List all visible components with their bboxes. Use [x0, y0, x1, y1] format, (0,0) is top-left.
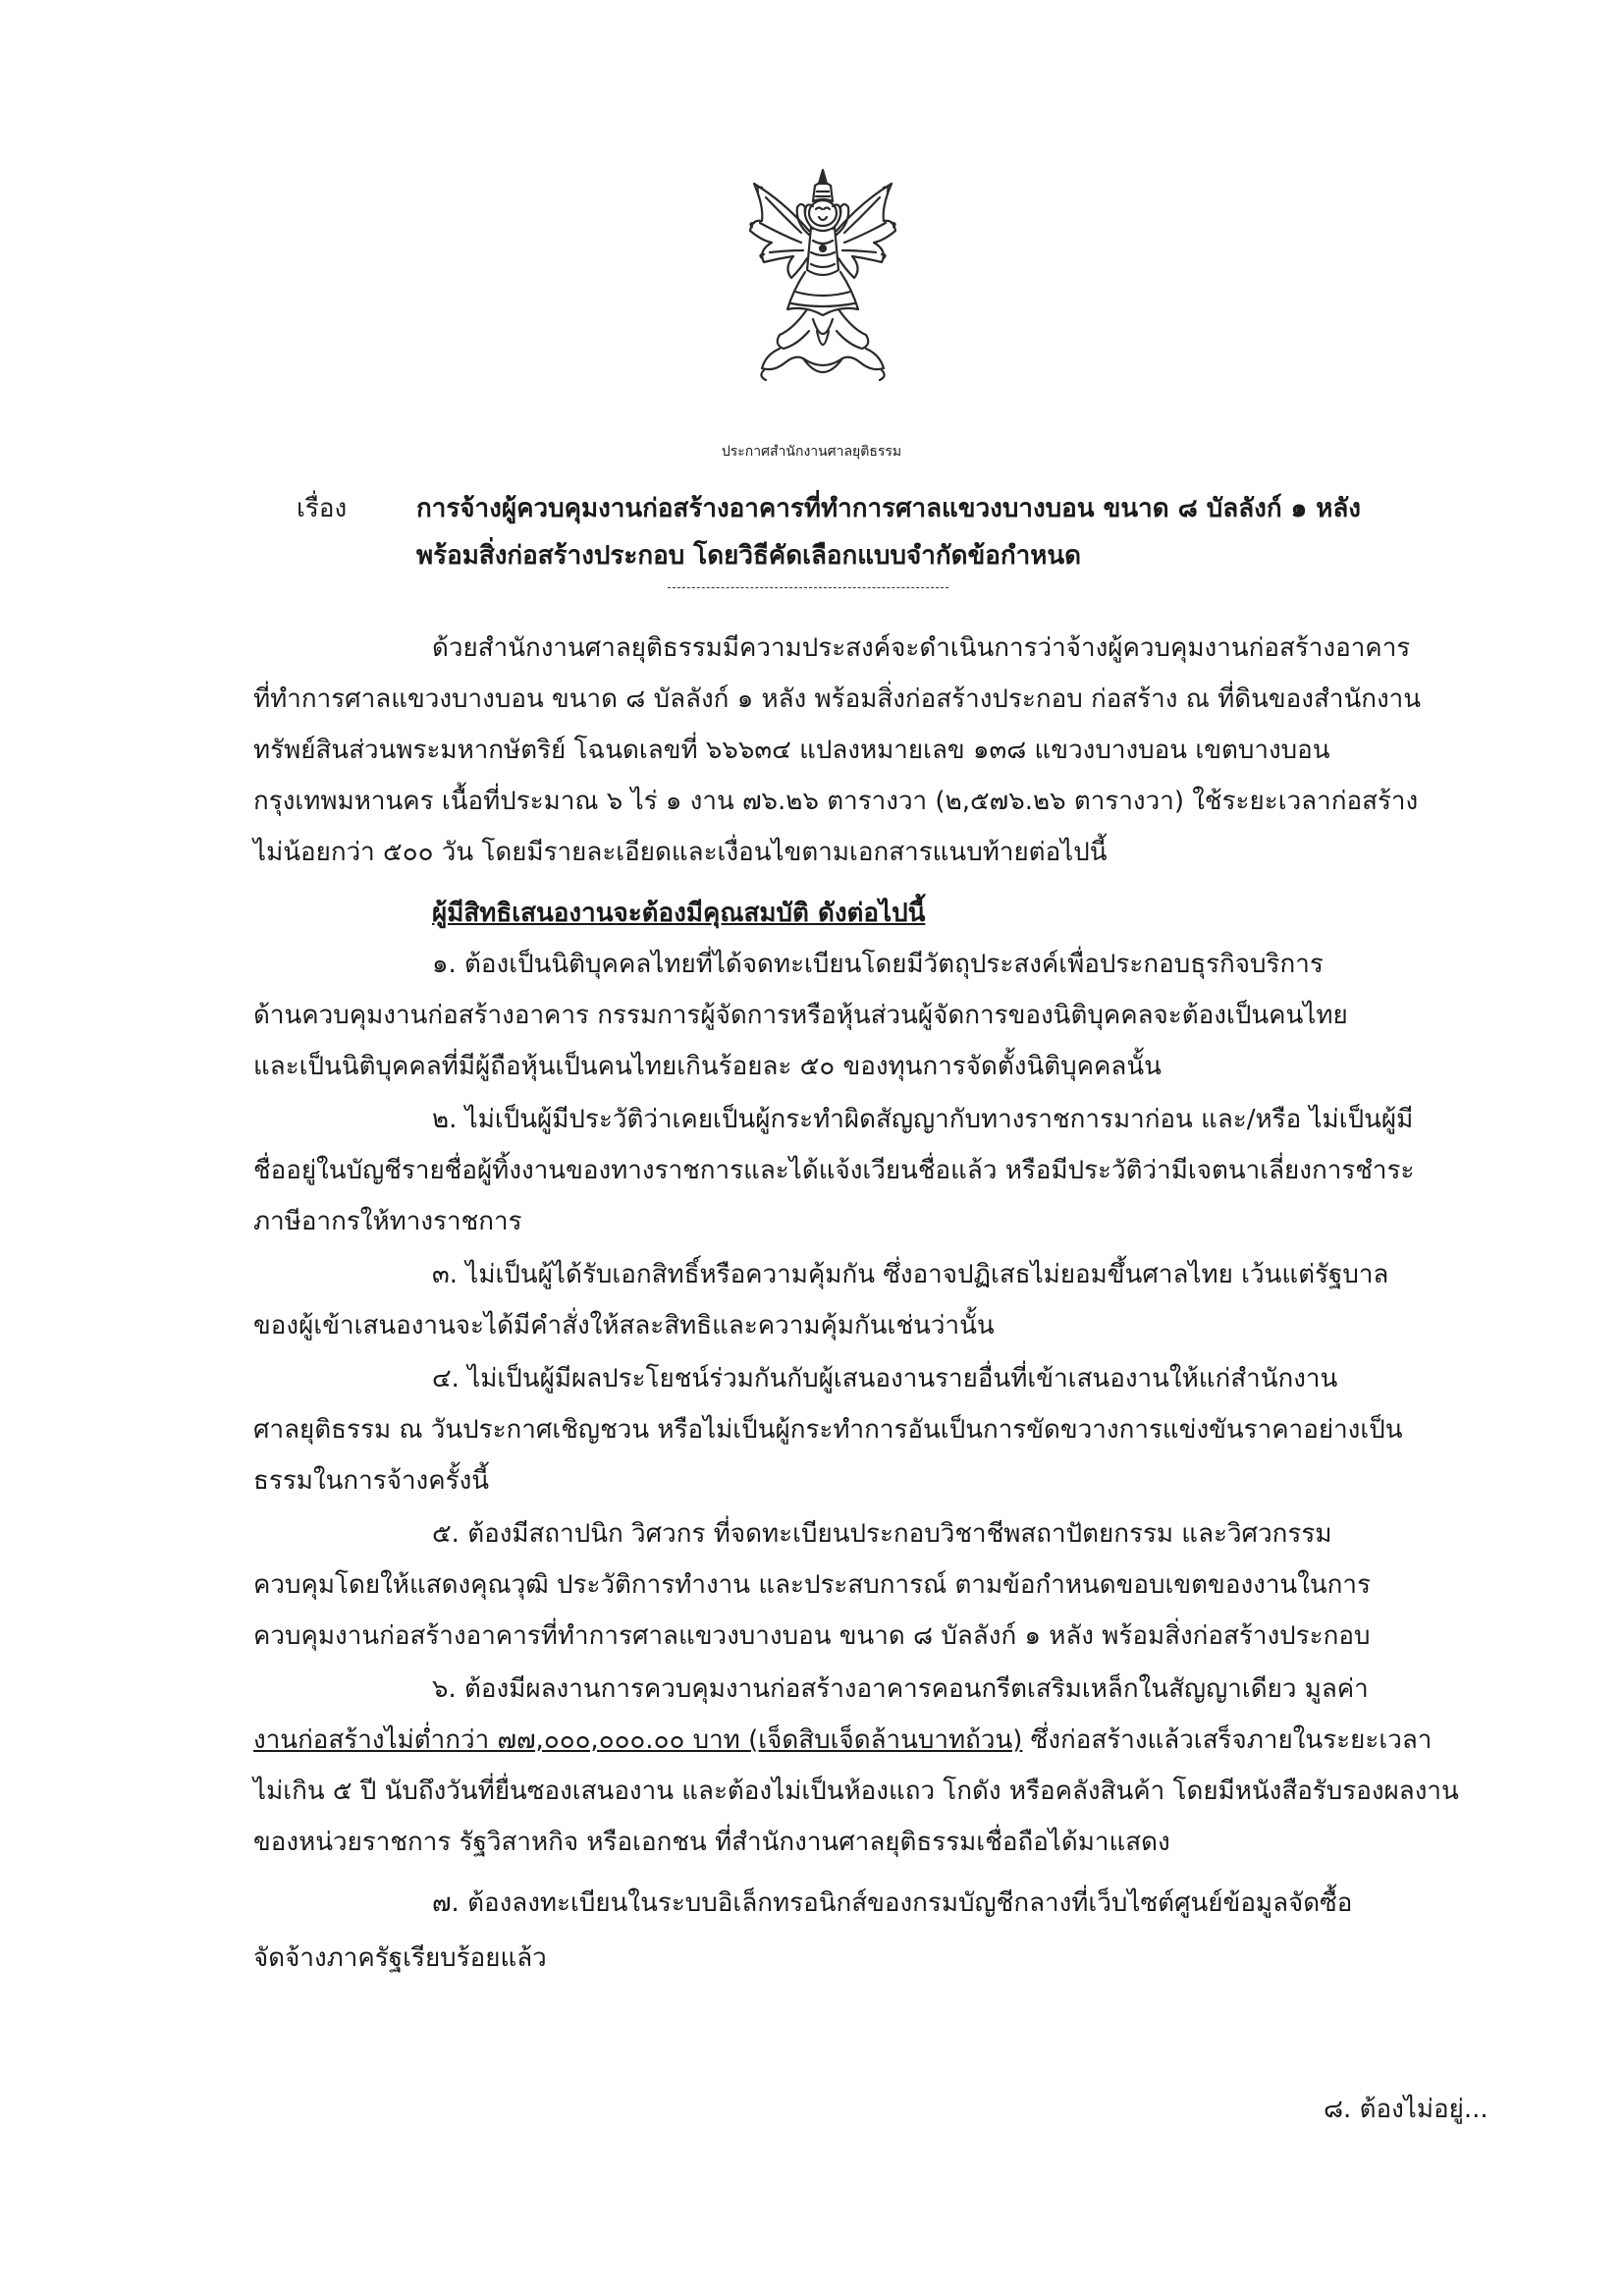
section-heading: ผู้มีสิทธิเสนองานจะต้องมีคุณสมบัติ ดังต่อไปนี้ [432, 899, 926, 928]
item-6-value-rest: ซึ่งก่อสร้างแล้วเสร็จภายในระยะเวลา [1022, 1725, 1433, 1755]
item-3-line: ๓. ไม่เป็นผู้ได้รับเอกสิทธิ์หรือความคุ้มกัน ซึ่งอาจปฏิเสธไม่ยอมขึ้นศาลไทย เว้นแต่รัฐบาล [432, 1260, 1389, 1289]
intro-line: ทรัพย์สินส่วนพระมหากษัตริย์ โฉนดเลขที่ ๖๖๖๓๔ แปลงหมายเลข ๑๓๘ แขวงบางบอน เขตบางบอน [253, 736, 1330, 765]
item-1-line: ด้านควบคุมงานก่อสร้างอาคาร กรรมการผู้จัดการหรือหุ้นส่วนผู้จัดการของนิติบุคคลจะต้องเป็นคนไทย [253, 1001, 1348, 1030]
announcement-title: ประกาศสำนักงานศาลยุติธรรม [721, 444, 902, 460]
item-2-line: ๒. ไม่เป็นผู้มีประวัติว่าเคยเป็นผู้กระทำผิดสัญญากับทางราชการมาก่อน และ/หรือ ไม่เป็นผู้มี [432, 1105, 1414, 1134]
separator-line [668, 587, 948, 588]
item-6-value-underlined: งานก่อสร้างไม่ต่ำกว่า ๗๗,๐๐๐,๐๐๐.๐๐ บาท (เจ็ดสิบเจ็ดล้านบาทถ้วน) [253, 1725, 1023, 1755]
item-6-line: ไม่เกิน ๕ ปี นับถึงวันที่ยื่นซองเสนองาน และต้องไม่เป็นห้องแถว โกดัง หรือคลังสินค้า โดยมีหนังสือรับรองผลงาน [253, 1777, 1459, 1806]
item-2-line: ชื่ออยู่ในบัญชีรายชื่อผู้ทิ้งงานของทางราชการและได้แจ้งเวียนชื่อแล้ว หรือมีประวัติว่ามีเจตนาเลี่ยงการชำระ [253, 1156, 1415, 1185]
item-4-line: ศาลยุติธรรม ณ วันประกาศเชิญชวน หรือไม่เป็นผู้กระทำการอันเป็นการขัดขวางการแข่งขันราคาอย่างเป็น [253, 1415, 1403, 1445]
item-2-line: ภาษีอากรให้ทางราชการ [253, 1207, 522, 1236]
item-3-line: ของผู้เข้าเสนองานจะได้มีคำสั่งให้สละสิทธิและความคุ้มกันเช่นว่านั้น [253, 1311, 995, 1340]
item-6-line: ของหน่วยราชการ รัฐวิสาหกิจ หรือเอกชน ที่สำนักงานศาลยุติธรรมเชื่อถือได้มาแสดง [253, 1828, 1170, 1857]
item-7-line: ๗. ต้องลงทะเบียนในระบบอิเล็กทรอนิกส์ของกรมบัญชีกลางที่เว็บไซต์ศูนย์ข้อมูลจัดซื้อ [432, 1888, 1353, 1918]
intro-line: กรุงเทพมหานคร เนื้อที่ประมาณ ๖ ไร่ ๑ งาน ๗๖.๒๖ ตารางวา (๒,๕๗๖.๒๖ ตารางวา) ใช้ระยะเวลาก่อสร้าง [253, 787, 1419, 816]
item-4-line: ธรรมในการจ้างครั้งนี้ [253, 1466, 490, 1496]
item-7-line: จัดจ้างภาครัฐเรียบร้อยแล้ว [253, 1943, 547, 1973]
item-4-line: ๔. ไม่เป็นผู้มีผลประโยชน์ร่วมกันกับผู้เสนองานรายอื่นที่เข้าเสนองานให้แก่สำนักงาน [432, 1364, 1338, 1394]
intro-line: ไม่น้อยกว่า ๕๐๐ วัน โดยมีรายละเอียดและเงื่อนไขตามเอกสารแนบท้ายต่อไปนี้ [253, 838, 1108, 867]
item-1-line: ๑. ต้องเป็นนิติบุคคลไทยที่ได้จดทะเบียนโดยมีวัตถุประสงค์เพื่อประกอบธุรกิจบริการ [432, 950, 1324, 979]
intro-line: ที่ทำการศาลแขวงบางบอน ขนาด ๘ บัลลังก์ ๑ หลัง พร้อมสิ่งก่อสร้างประกอบ ก่อสร้าง ณ ที่ดินของสำนักงาน [253, 684, 1422, 714]
item-5-line: ๕. ต้องมีสถาปนิก วิศวกร ที่จดทะเบียนประกอบวิชาชีพสถาปัตยกรรม และวิศวกรรม [432, 1519, 1332, 1549]
item-6-line: ๖. ต้องมีผลงานการควบคุมงานก่อสร้างอาคารคอนกรีตเสริมเหล็กในสัญญาเดียว มูลค่า [432, 1674, 1369, 1704]
garuda-emblem-icon [744, 162, 901, 388]
subject-line-2: พร้อมสิ่งก่อสร้างประกอบ โดยวิธีคัดเลือกแบบจำกัดข้อกำหนด [416, 541, 1082, 571]
subject-line-1: การจ้างผู้ควบคุมงานก่อสร้างอาคารที่ทำการศาลแขวงบางบอน ขนาด ๘ บัลลังก์ ๑ หลัง [416, 494, 1361, 523]
item-1-line: และเป็นนิติบุคคลที่มีผู้ถือหุ้นเป็นคนไทยเกินร้อยละ ๕๐ ของทุนการจัดตั้งนิติบุคคลนั้น [253, 1052, 1162, 1081]
item-5-line: ควบคุมงานก่อสร้างอาคารที่ทำการศาลแขวงบางบอน ขนาด ๘ บัลลังก์ ๑ หลัง พร้อมสิ่งก่อสร้างประกอบ [253, 1621, 1371, 1651]
continuation-note: ๘. ต้องไม่อยู่... [1324, 2095, 1488, 2124]
item-6-line [253, 1722, 1432, 1758]
intro-line: ด้วยสำนักงานศาลยุติธรรมมีความประสงค์จะดำเนินการว่าจ้างผู้ควบคุมงานก่อสร้างอาคาร [432, 633, 1411, 663]
item-5-line: ควบคุมโดยให้แสดงคุณวุฒิ ประวัติการทำงาน และประสบการณ์ ตามข้อกำหนดขอบเขตของงานในการ [253, 1570, 1371, 1600]
subject-label: เรื่อง [297, 494, 348, 523]
